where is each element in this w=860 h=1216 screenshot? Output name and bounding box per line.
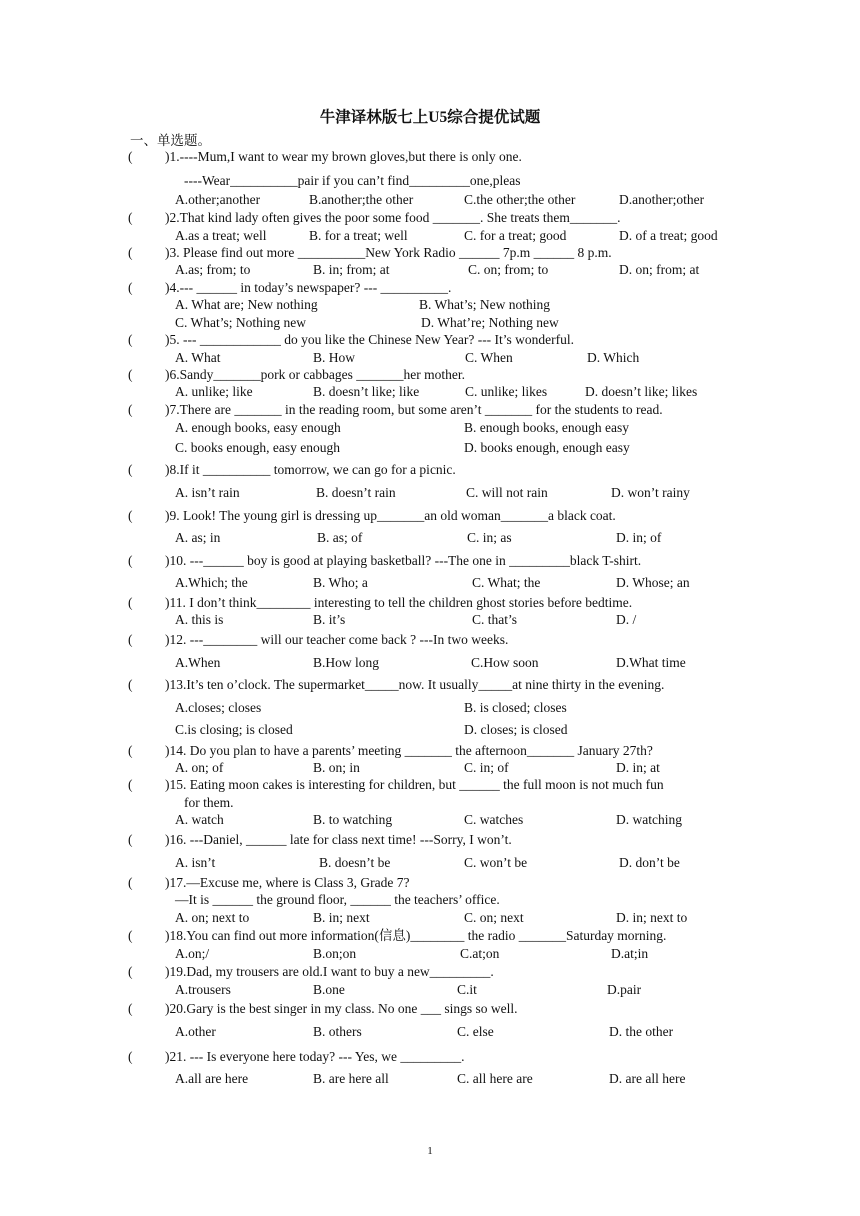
- question-text: D.What time: [616, 655, 686, 670]
- question-text: )5. --- ____________ do you like the Chinese New Year? --- It’s wonderful.: [165, 332, 575, 347]
- question-text: )1.----Mum,I want to wear my brown gloves,but there is only one.: [165, 149, 522, 164]
- question-text: A.Which; the: [175, 575, 248, 590]
- answer-bracket: (: [128, 875, 133, 890]
- question-text: C. all here are: [457, 1071, 533, 1086]
- question-text: )13.It’s ten o’clock. The supermarket_____now. It usually_____at nine thirty in the evening.: [165, 677, 665, 692]
- question-text: C. on; next: [464, 910, 524, 925]
- question-text: A. watch: [175, 812, 224, 827]
- page-number: 1: [427, 1145, 433, 1157]
- answer-bracket: (: [128, 743, 133, 758]
- question-text: D. Which: [587, 350, 640, 365]
- question-text: B. is closed; closes: [464, 700, 567, 715]
- question-text: D. in; of: [616, 530, 662, 545]
- question-text: D.another;other: [619, 192, 705, 207]
- question-text: C. When: [465, 350, 513, 365]
- question-text: C. in; of: [464, 760, 509, 775]
- question-text: C.is closing; is closed: [175, 722, 293, 737]
- question-text: B.one: [313, 982, 345, 997]
- question-text: )17.—Excuse me, where is Class 3, Grade 7?: [165, 875, 410, 890]
- question-text: A. What are; New nothing: [175, 297, 318, 312]
- answer-bracket: (: [128, 677, 133, 692]
- question-text: A. enough books, easy enough: [175, 420, 341, 435]
- question-text: C. that’s: [472, 612, 518, 627]
- question-text: C. for a treat; good: [464, 228, 567, 243]
- question-text: C. What; the: [472, 575, 541, 590]
- question-text: )12. ---________ will our teacher come back ? ---In two weeks.: [165, 632, 509, 647]
- question-text: )2.That kind lady often gives the poor some food _______. She treats them_______.: [165, 210, 621, 225]
- answer-bracket: (: [128, 777, 133, 792]
- question-text: B. others: [313, 1024, 362, 1039]
- question-text: )19.Dad, my trousers are old.I want to buy a new_________.: [165, 964, 494, 979]
- question-text: D. won’t rainy: [611, 485, 690, 500]
- question-text: B. doesn’t be: [319, 855, 391, 870]
- question-text: )16. ---Daniel, ______ late for class next time! ---Sorry, I won’t.: [165, 832, 512, 847]
- question-text: C. on; from; to: [468, 262, 549, 277]
- question-text: A.trousers: [175, 982, 231, 997]
- answer-bracket: (: [128, 508, 133, 523]
- question-text: )8.If it __________ tomorrow, we can go for a picnic.: [165, 462, 456, 477]
- question-text: B. How: [313, 350, 356, 365]
- question-text: C. unlike; likes: [465, 384, 548, 399]
- question-text: A.closes; closes: [175, 700, 262, 715]
- answer-bracket: (: [128, 595, 133, 610]
- question-text: B.another;the other: [309, 192, 414, 207]
- question-text: D. watching: [616, 812, 682, 827]
- question-text: B. doesn’t rain: [316, 485, 396, 500]
- question-text: )21. --- Is everyone here today? --- Yes, we _________.: [165, 1049, 465, 1064]
- question-text: D. in; at: [616, 760, 660, 775]
- question-text: D. the other: [609, 1024, 674, 1039]
- question-text: C. will not rain: [466, 485, 548, 500]
- question-text: A. What: [175, 350, 221, 365]
- question-text: A. this is: [175, 612, 224, 627]
- question-text: D. /: [616, 612, 637, 627]
- question-text: B. doesn’t like; like: [313, 384, 420, 399]
- question-text: A.When: [175, 655, 221, 670]
- question-text: )10. ---______ boy is good at playing basketball? ---The one in _________black T-shirt.: [165, 553, 642, 568]
- question-text: C. won’t be: [464, 855, 528, 870]
- question-text: D. in; next to: [616, 910, 688, 925]
- answer-bracket: (: [128, 402, 133, 417]
- question-text: D. closes; is closed: [464, 722, 568, 737]
- question-text: B. on; in: [313, 760, 360, 775]
- question-text: D.at;in: [611, 946, 649, 961]
- question-text: D. books enough, enough easy: [464, 440, 630, 455]
- question-text: B. are here all: [313, 1071, 389, 1086]
- question-text: )20.Gary is the best singer in my class. No one ___ sings so well.: [165, 1001, 518, 1016]
- question-text: B. Who; a: [313, 575, 368, 590]
- question-text: A. isn’t: [175, 855, 216, 870]
- answer-bracket: (: [128, 632, 133, 647]
- question-text: D. are all here: [609, 1071, 686, 1086]
- answer-bracket: (: [128, 1049, 133, 1064]
- answer-bracket: (: [128, 928, 133, 943]
- question-text: D.pair: [607, 982, 642, 997]
- question-text: D. don’t be: [619, 855, 680, 870]
- page-title: 牛津译林版七上U5综合提优试题: [319, 109, 541, 126]
- question-text: D. doesn’t like; likes: [585, 384, 698, 399]
- question-text: B. for a treat; well: [309, 228, 408, 243]
- question-text: A.on;/: [175, 946, 210, 961]
- question-text: B.How long: [313, 655, 380, 670]
- question-text: D. What’re; Nothing new: [421, 315, 559, 330]
- question-text: )6.Sandy_______pork or cabbages _______her mother.: [165, 367, 465, 382]
- question-text: C.it: [457, 982, 477, 997]
- question-text: C.How soon: [471, 655, 539, 670]
- question-text: )9. Look! The young girl is dressing up_______an old woman_______a black coat.: [165, 508, 616, 523]
- question-text: C. What’s; Nothing new: [175, 315, 306, 330]
- question-text: B. What’s; New nothing: [419, 297, 550, 312]
- answer-bracket: (: [128, 332, 133, 347]
- question-text: A. on; of: [175, 760, 224, 775]
- question-text: A. as; in: [175, 530, 221, 545]
- question-text: )3. Please find out more __________New York Radio ______ 7p.m ______ 8 p.m.: [165, 245, 612, 260]
- question-text: C. books enough, easy enough: [175, 440, 340, 455]
- question-text: A.other: [175, 1024, 216, 1039]
- question-text: A.as; from; to: [175, 262, 251, 277]
- question-text: A.as a treat; well: [175, 228, 267, 243]
- answer-bracket: (: [128, 149, 133, 164]
- question-text: C. else: [457, 1024, 494, 1039]
- answer-bracket: (: [128, 210, 133, 225]
- section-heading: 一、单选题。: [130, 133, 211, 148]
- question-text: B. it’s: [313, 612, 346, 627]
- answer-bracket: (: [128, 553, 133, 568]
- answer-bracket: (: [128, 462, 133, 477]
- question-text: A. isn’t rain: [175, 485, 240, 500]
- question-text: C.the other;the other: [464, 192, 576, 207]
- question-text: B. as; of: [317, 530, 363, 545]
- question-text: A.all are here: [175, 1071, 249, 1086]
- answer-bracket: (: [128, 367, 133, 382]
- question-text: C.at;on: [460, 946, 500, 961]
- question-text: D. Whose; an: [616, 575, 690, 590]
- answer-bracket: (: [128, 832, 133, 847]
- answer-bracket: (: [128, 280, 133, 295]
- question-text: A.other;another: [175, 192, 261, 207]
- question-text: )18.You can find out more information(信息)________ the radio _______Saturday morning.: [165, 928, 667, 943]
- question-text: B. in; next: [313, 910, 370, 925]
- question-text: B. to watching: [313, 812, 393, 827]
- question-text: ----Wear__________pair if you can’t find_________one,pleas: [184, 173, 521, 188]
- question-text: A. unlike; like: [175, 384, 253, 399]
- question-text: —It is ______ the ground floor, ______ the teachers’ office.: [175, 892, 500, 907]
- question-text: )14. Do you plan to have a parents’ meeting _______ the afternoon_______ January 27th?: [165, 743, 653, 758]
- question-text: B. enough books, enough easy: [464, 420, 629, 435]
- answer-bracket: (: [128, 1001, 133, 1016]
- question-text: A. on; next to: [175, 910, 250, 925]
- question-text: C. in; as: [467, 530, 512, 545]
- answer-bracket: (: [128, 245, 133, 260]
- question-text: B. in; from; at: [313, 262, 390, 277]
- question-text: )7.There are _______ in the reading room, but some aren’t _______ for the students to read.: [165, 402, 663, 417]
- question-text: for them.: [184, 795, 234, 810]
- question-text: )15. Eating moon cakes is interesting for children, but ______ the full moon is not much fun: [165, 777, 664, 792]
- question-text: C. watches: [464, 812, 524, 827]
- question-text: B.on;on: [313, 946, 357, 961]
- question-text: )11. I don’t think________ interesting to tell the children ghost stories before bedtime.: [165, 595, 633, 610]
- question-text: D. on; from; at: [619, 262, 700, 277]
- question-text: )4.--- ______ in today’s newspaper? --- __________.: [165, 280, 452, 295]
- answer-bracket: (: [128, 964, 133, 979]
- question-text: D. of a treat; good: [619, 228, 718, 243]
